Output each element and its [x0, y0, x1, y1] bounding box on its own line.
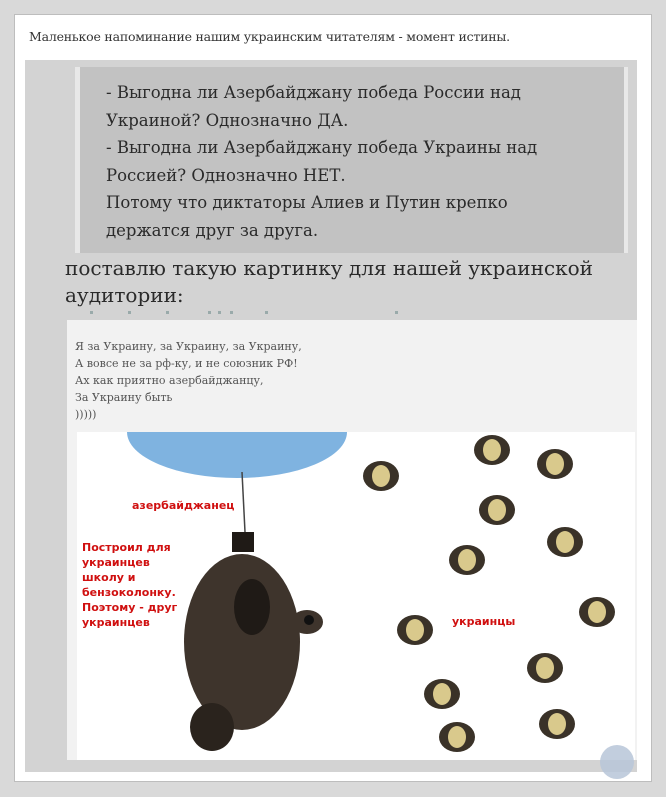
- label-built-school: Построил для украинцев школу и бензоколонку. Поэтому - друг украинцев: [82, 541, 178, 629]
- meme-poem: [75, 338, 302, 423]
- caption-text: Маленькое напоминание нашим украинским читателям - момент истины.: [29, 29, 510, 44]
- scroll-to-top-button[interactable]: [600, 745, 634, 779]
- post-line: поставлю такую картинку для нашей украинской: [65, 256, 593, 280]
- poem-line: ))))): [75, 408, 97, 421]
- quote-lines: [106, 79, 616, 244]
- quote-line: Потому что диктаторы Алиев и Путин крепко: [106, 193, 508, 212]
- balloon-string: [242, 472, 245, 532]
- bee-icon: [537, 449, 573, 479]
- cartoon-scene: [77, 432, 635, 760]
- bee-icon: [474, 435, 510, 465]
- bee-icon: [424, 679, 460, 709]
- poem-line: Ах как приятно азербайджанцу,: [75, 374, 264, 387]
- quote-block: [75, 67, 628, 253]
- quote-line: держатся друг за друга.: [106, 220, 319, 240]
- bee-icon: [363, 461, 399, 491]
- bees-group: [363, 435, 615, 752]
- bee-icon: [397, 615, 433, 645]
- post-line: аудитории:: [65, 283, 184, 307]
- bee-icon: [579, 597, 615, 627]
- bear-shape: [184, 532, 323, 751]
- label-azerbaijani: азербайджанец: [132, 499, 235, 512]
- poem-line: Я за Украину, за Украину, за Украину,: [75, 340, 302, 353]
- label-ukrainians: украинцы: [452, 615, 516, 628]
- poem-line: А вовсе не за рф-ку, и не союзник РФ!: [75, 357, 298, 370]
- post-text: [65, 255, 625, 309]
- bee-icon: [479, 495, 515, 525]
- quote-line: - Выгодна ли Азербайджану победа России над: [106, 83, 521, 102]
- bee-icon: [527, 653, 563, 683]
- bee-icon: [547, 527, 583, 557]
- quote-line: Украиной? Однозначно ДА.: [106, 110, 349, 130]
- bee-icon: [449, 545, 485, 575]
- poem-line: За Украину быть: [75, 391, 173, 404]
- meme-image: [67, 320, 637, 760]
- bee-icon: [439, 722, 475, 752]
- screenshot-frame: [14, 14, 652, 782]
- bee-icon: [539, 709, 575, 739]
- balloon-shape: [127, 432, 347, 478]
- quote-line: - Выгодна ли Азербайджану победа Украины над: [106, 138, 538, 157]
- faded-dots: [90, 311, 410, 315]
- quote-line: Россией? Однозначно НЕТ.: [106, 165, 346, 185]
